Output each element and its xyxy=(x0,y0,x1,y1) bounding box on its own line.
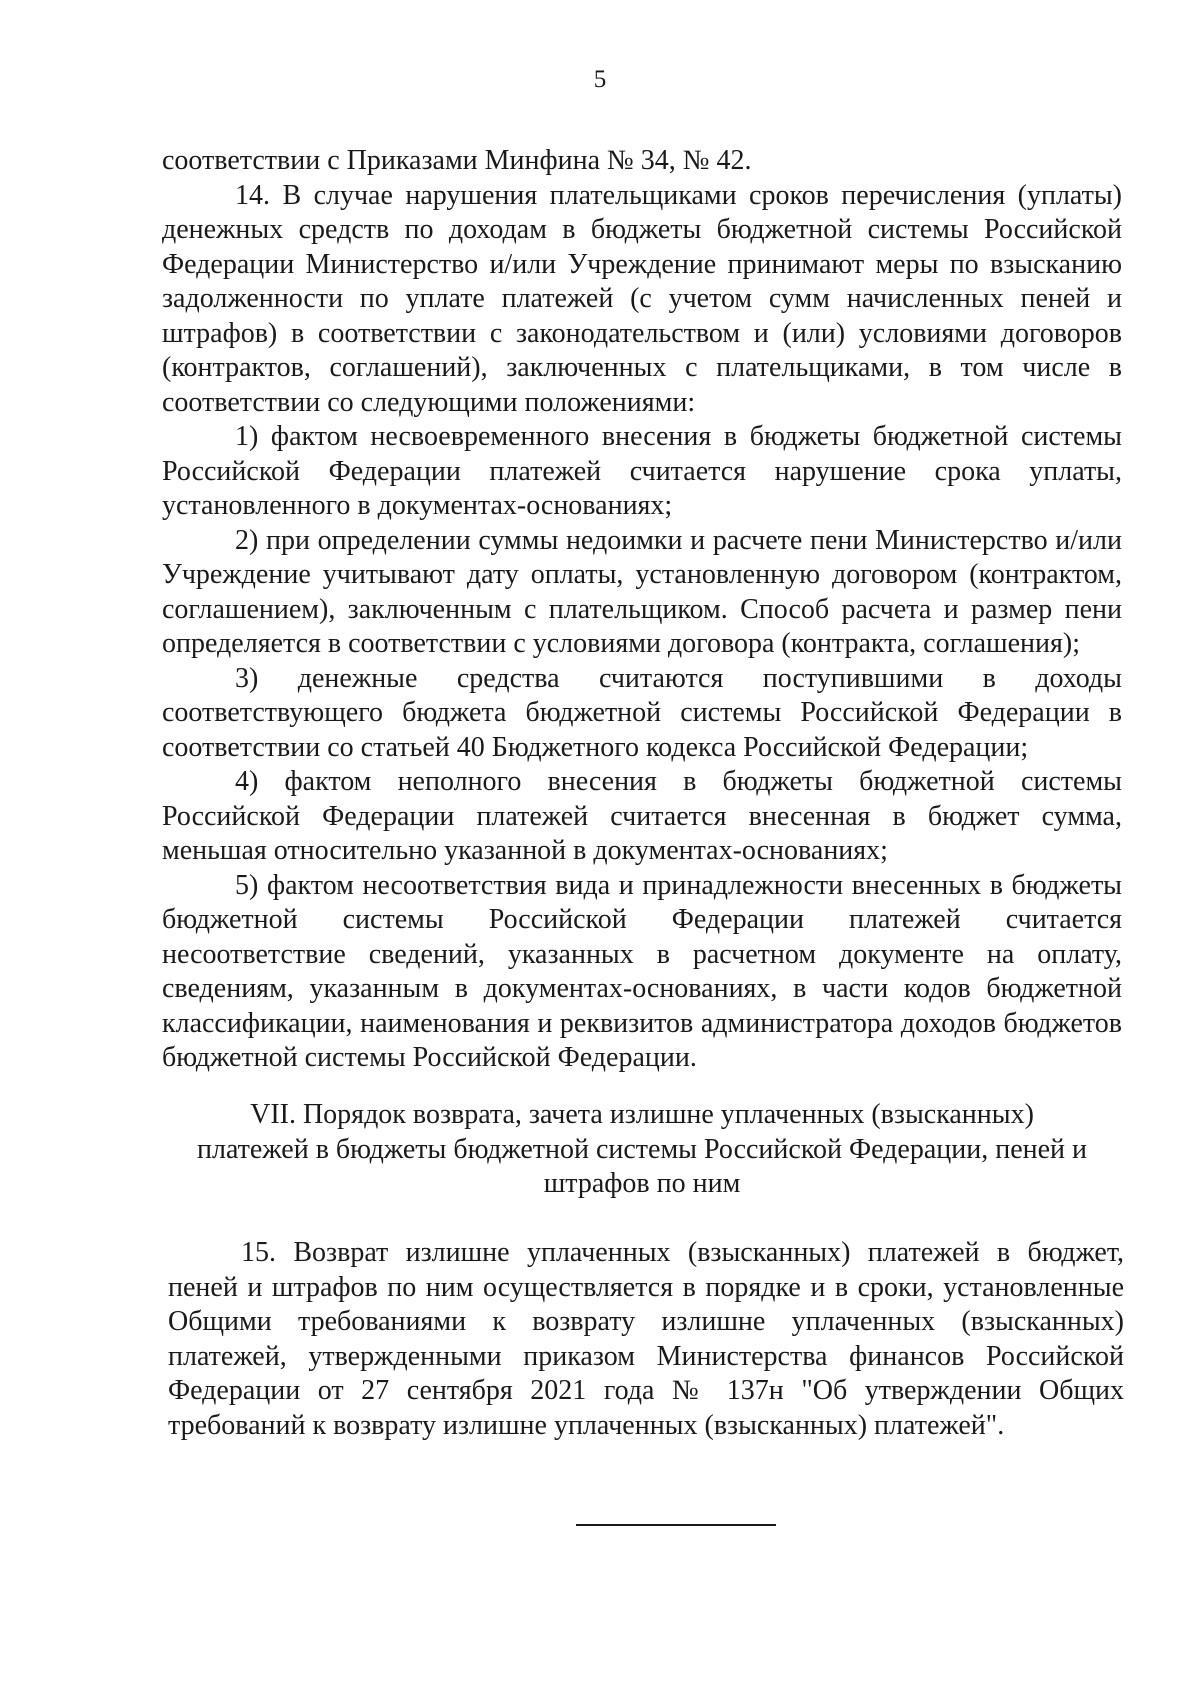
section-heading-line-2: платежей в бюджеты бюджетной системы Российской Федерации, пеней и xyxy=(196,1133,1088,1165)
body-text-section-6 xyxy=(162,144,1122,1076)
paragraph-continuation: соответствии с Приказами Минфина № 34, № 42. xyxy=(162,145,752,176)
end-of-document-rule xyxy=(576,1524,776,1526)
section-heading-line-3: штрафов по ним xyxy=(543,1168,741,1199)
page-number: 5 xyxy=(593,66,607,93)
list-item-4: 4) фактом неполного внесения в бюджеты бюджетной системы Российской Федерации платежей считается внесенная в бюджет сумма, меньшая относительно указанной в документах-основаниях; xyxy=(162,766,1122,866)
list-item-5: 5) фактом несоответствия вида и принадлежности внесенных в бюджеты бюджетной системы Российской Федерации платежей считается несоответствие сведений, указанных в расчетном документе на оплату, сведениям, указанным в документах-основаниях, в части кодов бюджетной классификации, наименования и реквизитов администратора доходов бюджетов бюджетной системы Российской Федерации. xyxy=(162,869,1122,1073)
list-item-1: 1) фактом несвоевременного внесения в бюджеты бюджетной системы Российской Федерации платежей считается нарушение срока уплаты, установленного в документах-основаниях; xyxy=(162,421,1122,521)
list-item-2: 2) при определении суммы недоимки и расчете пени Министерство и/или Учреждение учитывают дату оплаты, установленную договором (контрактом, соглашением), заключенным с плательщиком. Способ расчета и размер пени определяется в соответствии с условиями договора (контракта, соглашения); xyxy=(162,524,1122,659)
paragraph-15: 15. Возврат излишне уплаченных (взысканных) платежей в бюджет, пеней и штрафов по ним осуществляется в порядке и в сроки, установленные Общими требованиями к возврату излишне уплаченных (взысканных) платежей, утвержденными приказом Министерства финансов Российской Федерации от 27 сентября 2021 года № 137н "Об утверждении Общих требований к возврату излишне уплаченных (взысканных) платежей". xyxy=(168,1237,1124,1441)
list-item-3: 3) денежные средства считаются поступившими в доходы соответствующего бюджета бюджетной системы Российской Федерации в соответствии со статьей 40 Бюджетного кодекса Российской Федерации; xyxy=(162,662,1122,763)
body-text-section-7 xyxy=(168,1236,1124,1443)
section-heading xyxy=(162,1098,1122,1202)
section-heading-line-1: VII. Порядок возврата, зачета излишне уплаченных (взысканных) xyxy=(250,1099,1034,1130)
paragraph-14: 14. В случае нарушения плательщиками сроков перечисления (уплаты) денежных средств по доходам в бюджеты бюджетной системы Российской Федерации Министерство и/или Учреждение принимают меры по взысканию задолженности по уплате платежей (с учетом сумм начисленных пеней и штрафов) в соответствии с законодательством и (или) условиями договоров (контрактов, соглашений), заключенных с плательщиками, в том числе в соответствии со следующими положениями: xyxy=(162,179,1122,418)
